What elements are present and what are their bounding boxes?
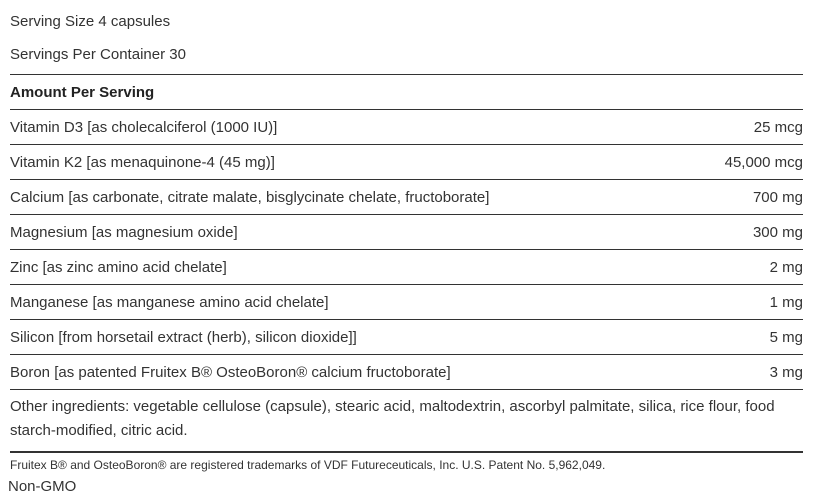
- table-row: [10, 320, 803, 355]
- ingredient-amount: 25 mcg: [753, 118, 803, 136]
- table-row: [10, 250, 803, 285]
- table-row: [10, 215, 803, 250]
- trademark-footnote: Fruitex B® and OsteoBoron® are registered trademarks of VDF Futureceuticals, Inc. U.S. Patent No. 5,962,049.: [10, 458, 606, 472]
- ingredient-amount: 45,000 mcg: [724, 153, 803, 171]
- amount-per-serving-header: Amount Per Serving: [10, 75, 803, 110]
- servings-per-container: Servings Per Container 30: [10, 40, 803, 75]
- table-row: [10, 180, 803, 215]
- ingredient-name: Vitamin K2 [as menaquinone-4 (45 mg)]: [10, 153, 275, 171]
- other-ingredients: Other ingredients: vegetable cellulose (capsule), stearic acid, maltodextrin, ascorbyl palmitate, silica, rice flour, food starch-modified, citric acid.: [10, 390, 803, 453]
- ingredient-amount: 1 mg: [769, 293, 803, 311]
- non-gmo-label: Non-GMO: [8, 478, 77, 495]
- supplement-facts-panel: [10, 0, 803, 497]
- ingredient-name: Calcium [as carbonate, citrate malate, bisglycinate chelate, fructoborate]: [10, 188, 490, 206]
- ingredient-name: Vitamin D3 [as cholecalciferol (1000 IU)]: [10, 118, 278, 136]
- ingredient-amount: 300 mg: [752, 223, 803, 241]
- table-row: [10, 285, 803, 320]
- ingredient-amount: 2 mg: [769, 258, 803, 276]
- ingredient-amount: 5 mg: [769, 328, 803, 346]
- ingredient-amount: 3 mg: [769, 363, 803, 381]
- table-row: [10, 110, 803, 145]
- serving-size: Serving Size 4 capsules: [10, 13, 171, 30]
- table-row: [10, 355, 803, 390]
- ingredient-name: Boron [as patented Fruitex B® OsteoBoron® calcium fructoborate]: [10, 363, 451, 381]
- ingredient-amount: 700 mg: [752, 188, 803, 206]
- ingredient-name: Zinc [as zinc amino acid chelate]: [10, 258, 227, 276]
- table-row: [10, 145, 803, 180]
- ingredient-name: Manganese [as manganese amino acid chelate]: [10, 293, 329, 311]
- ingredient-name: Silicon [from horsetail extract (herb), silicon dioxide]]: [10, 328, 357, 346]
- ingredient-name: Magnesium [as magnesium oxide]: [10, 223, 238, 241]
